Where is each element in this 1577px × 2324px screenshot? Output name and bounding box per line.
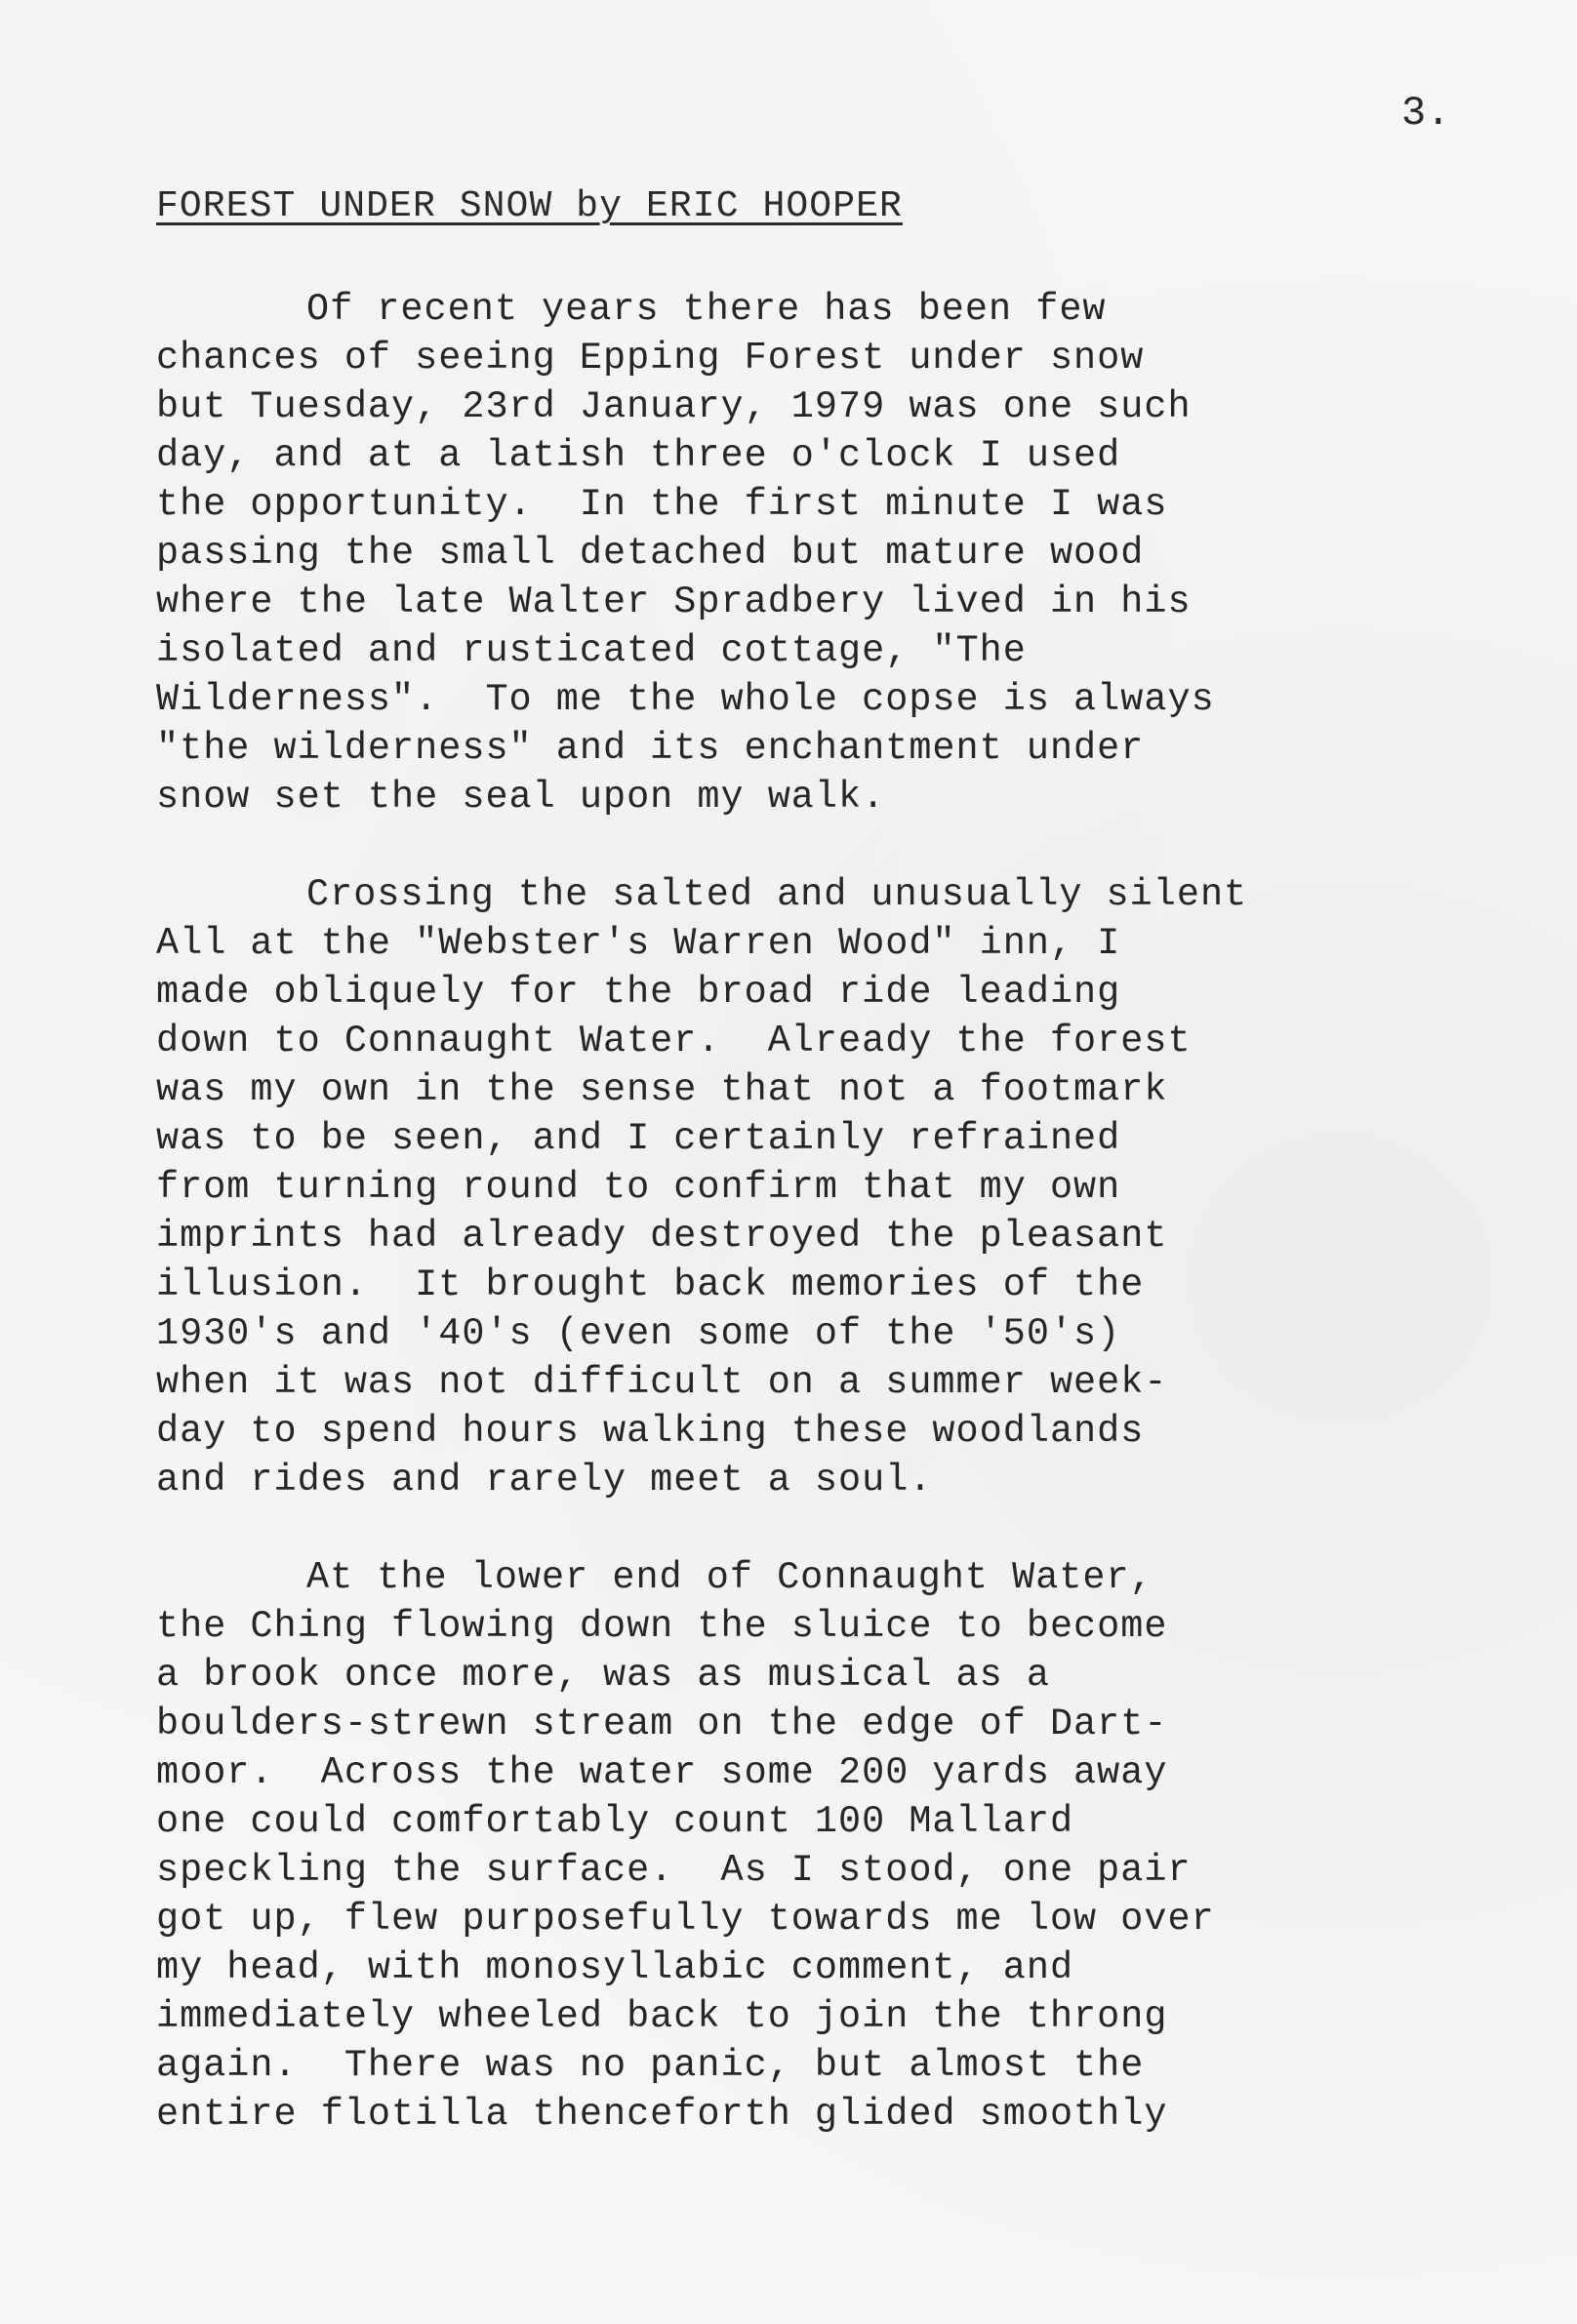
text-line: the Ching flowing down the sluice to become — [156, 1605, 1168, 1648]
text-line: passing the small detached but mature wood — [156, 532, 1145, 575]
text-line: again. There was no panic, but almost the — [156, 2044, 1145, 2087]
text-line: moor. Across the water some 200 yards away — [156, 1751, 1168, 1794]
text-line: Of recent years there has been few — [306, 288, 1107, 331]
text-line: At the lower end of Connaught Water, — [306, 1556, 1153, 1599]
text-line: day, and at a latish three o'clock I used — [156, 434, 1121, 477]
text-line: made obliquely for the broad ride leading — [156, 971, 1121, 1014]
text-line: from turning round to confirm that my own — [156, 1166, 1121, 1209]
text-line: entire flotilla thenceforth glided smoothly — [156, 2093, 1168, 2136]
text-line: when it was not difficult on a summer week- — [156, 1361, 1168, 1404]
paragraph-2 — [156, 870, 1542, 1504]
text-line: got up, flew purposefully towards me low over — [156, 1898, 1215, 1941]
text-line: boulders-strewn stream on the edge of Dart- — [156, 1703, 1168, 1745]
text-line: Crossing the salted and unusually silent — [306, 873, 1248, 916]
text-line: 1930's and '40's (even some of the '50's) — [156, 1312, 1121, 1355]
text-line: All at the "Webster's Warren Wood" inn, I — [156, 922, 1121, 965]
text-line: a brook once more, was as musical as a — [156, 1654, 1050, 1697]
text-line: the opportunity. In the first minute I was — [156, 483, 1168, 526]
text-line: down to Connaught Water. Already the forest — [156, 1020, 1192, 1062]
text-line: but Tuesday, 23rd January, 1979 was one such — [156, 385, 1192, 428]
text-line: speckling the surface. As I stood, one pair — [156, 1849, 1192, 1892]
article-body — [156, 285, 1542, 2187]
text-line: where the late Walter Spradbery lived in his — [156, 581, 1192, 623]
text-line: imprints had already destroyed the pleasant — [156, 1215, 1168, 1258]
paragraph-3 — [156, 1553, 1542, 2139]
text-line: "the wilderness" and its enchantment under — [156, 727, 1145, 770]
text-line: was to be seen, and I certainly refrained — [156, 1117, 1121, 1160]
paragraph-1 — [156, 285, 1542, 821]
text-line: Wilderness". To me the whole copse is always — [156, 678, 1215, 721]
text-line: isolated and rusticated cottage, "The — [156, 629, 1027, 672]
text-line: snow set the seal upon my walk. — [156, 776, 886, 819]
text-line: immediately wheeled back to join the throng — [156, 1995, 1168, 2038]
text-line: one could comfortably count 100 Mallard — [156, 1800, 1074, 1843]
text-line: chances of seeing Epping Forest under snow — [156, 337, 1145, 380]
text-line: my head, with monosyllabic comment, and — [156, 1946, 1074, 1989]
text-line: day to spend hours walking these woodlands — [156, 1410, 1145, 1453]
text-line: illusion. It brought back memories of the — [156, 1263, 1145, 1306]
text-line: and rides and rarely meet a soul. — [156, 1459, 933, 1502]
page-number: 3. — [1401, 90, 1451, 137]
text-line: was my own in the sense that not a footmark — [156, 1068, 1168, 1111]
article-title: FOREST UNDER SNOW by ERIC HOOPER — [156, 185, 903, 227]
